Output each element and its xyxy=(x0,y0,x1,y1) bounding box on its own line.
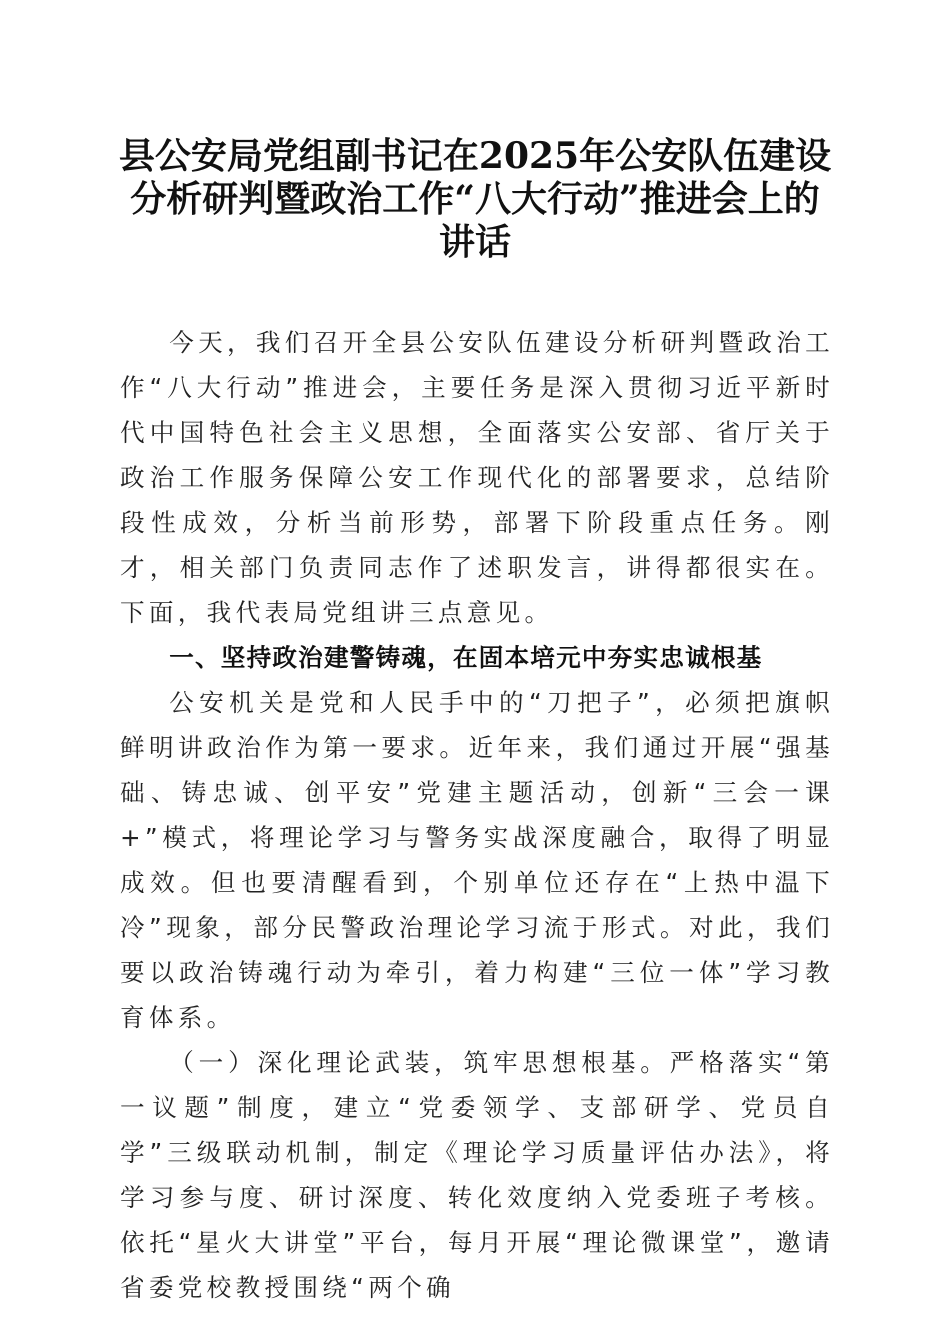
subsection-1-paragraph xyxy=(120,1040,834,1310)
section-heading-1: 一、坚持政治建警铸魂，在固本培元中夯实忠诚根基 xyxy=(169,643,763,672)
document-body xyxy=(120,320,834,1310)
title-line: 分析研判暨政治工作“八大行动”推进会上的 xyxy=(130,178,820,220)
document-title xyxy=(115,135,835,264)
intro-paragraph: 今天，我们召开全县公安队伍建设分析研判暨政治工作“八大行动”推进会，主要任务是深入贯彻习近平新时代中国特色社会主义思想，全面落实公安部、省厅关于政治工作服务保障公安工作现代化的部署要求，总结阶段性成效，分析当前形势，部署下阶段重点任务。刚才，相关部门负责同志作了述职发言，讲得都很实在。下面，我代表局党组讲三点意见。 xyxy=(120,328,834,627)
section-1-paragraph: 公安机关是党和人民手中的“刀把子”，必须把旗帜鲜明讲政治作为第一要求。近年来，我们通过开展“强基础、铸忠诚、创平安”党建主题活动，创新“三会一课+”模式，将理论学习与警务实战深度融合，取得了明显成效。但也要清醒看到，个别单位还存在“上热中温下冷”现象，部分民警政治理论学习流于形式。对此，我们要以政治铸魂行动为牵引，着力构建“三位一体”学习教育体系。 xyxy=(120,688,834,1032)
subsection-1-body: 严格落实“第一议题”制度，建立“党委领学、支部研学、党员自学”三级联动机制，制定《理论学习质量评估办法》，将学习参与度、研讨深度、转化效度纳入党委班子考核。依托“星火大讲堂”平台，每月开展“理论微课堂”，邀请省委党校教授围绕“两个确 xyxy=(120,1048,834,1302)
subsection-1-lead: （一）深化理论武装，筑牢思想根基。 xyxy=(169,1048,670,1077)
title-line: 县公安局党组副书记在2025年公安队伍建设 xyxy=(118,135,832,177)
title-line: 讲话 xyxy=(438,221,511,263)
